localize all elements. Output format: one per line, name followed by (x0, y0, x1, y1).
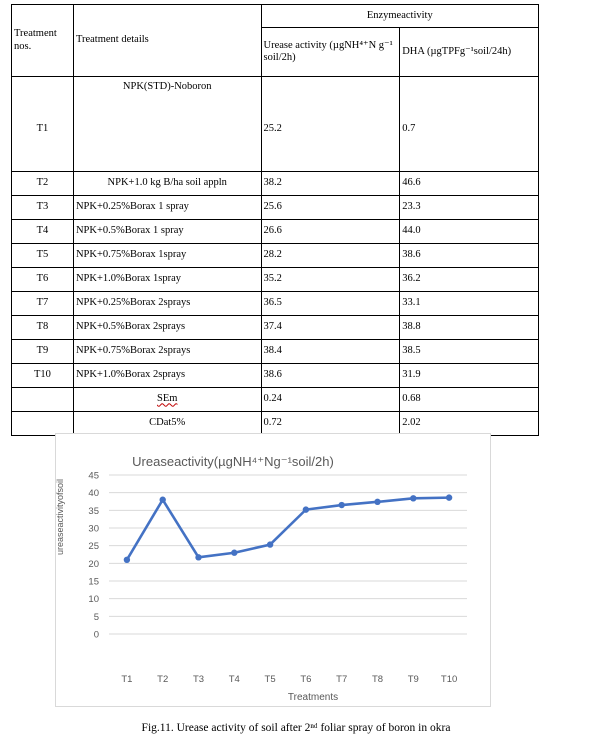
dha-value: 23.3 (400, 196, 539, 220)
urease-value: 37.4 (261, 316, 400, 340)
treatment-detail: NPK(STD)-Noboron (73, 77, 261, 172)
y-tick-label: 25 (88, 541, 99, 553)
sem-urease: 0.24 (261, 388, 400, 412)
data-point (195, 554, 201, 560)
y-tick-label: 15 (88, 576, 99, 588)
x-tick-label: T2 (157, 674, 169, 685)
sem-empty-cell (12, 388, 74, 412)
urease-value: 25.6 (261, 196, 400, 220)
header-enzyme-activity: Enzymeactivity (261, 5, 538, 28)
data-point (303, 506, 309, 512)
dha-value: 0.7 (400, 77, 539, 172)
urease-value: 28.2 (261, 244, 400, 268)
dha-value: 33.1 (400, 292, 539, 316)
data-point (339, 502, 345, 508)
y-tick-label: 0 (93, 629, 99, 641)
x-tick-label: T1 (121, 674, 133, 685)
dha-value: 44.0 (400, 220, 539, 244)
chart-border (56, 434, 491, 707)
cd-label: CDat5% (73, 412, 261, 436)
table-row (12, 77, 539, 172)
treatment-detail: NPK+0.25%Borax 1 spray (73, 196, 261, 220)
y-axis-label: ureaseactivityofsoil (55, 478, 65, 556)
urease-value: 38.4 (261, 340, 400, 364)
treatment-detail: NPK+0.75%Borax 2sprays (73, 340, 261, 364)
data-point (160, 497, 166, 503)
urease-value: 38.6 (261, 364, 400, 388)
urease-value: 38.2 (261, 172, 400, 196)
table-row (12, 340, 539, 364)
cd-dha: 2.02 (400, 412, 539, 436)
treatment-detail: NPK+0.5%Borax 2sprays (73, 316, 261, 340)
treatment-no: T2 (12, 172, 74, 196)
sem-label-text: SEm (157, 393, 178, 405)
cd-urease: 0.72 (261, 412, 400, 436)
dha-value: 46.6 (400, 172, 539, 196)
data-point (374, 499, 380, 505)
urease-value: 35.2 (261, 268, 400, 292)
x-tick-label: T9 (407, 674, 419, 685)
y-tick-label: 5 (93, 611, 99, 623)
treatment-no: T5 (12, 244, 74, 268)
treatment-detail: NPK+1.0%Borax 1spray (73, 268, 261, 292)
y-tick-label: 30 (88, 523, 99, 535)
treatment-no: T9 (12, 340, 74, 364)
data-point (446, 494, 452, 500)
table-row (12, 268, 539, 292)
header-dha: DHA (µgTPFg⁻¹soil/24h) (400, 28, 539, 77)
treatment-no: T10 (12, 364, 74, 388)
dha-value: 31.9 (400, 364, 539, 388)
sem-label (73, 388, 261, 412)
x-tick-label: T8 (371, 674, 384, 685)
cd-empty-cell (12, 412, 74, 436)
table-row (12, 244, 539, 268)
treatment-no: T6 (12, 268, 74, 292)
y-tick-label: 10 (88, 594, 99, 606)
treatment-no: T3 (12, 196, 74, 220)
y-tick-label: 40 (88, 488, 99, 500)
table-row (12, 364, 539, 388)
treatment-detail: NPK+0.25%Borax 2sprays (73, 292, 261, 316)
table-row (12, 172, 539, 196)
x-tick-label: T3 (192, 674, 205, 685)
x-tick-label: T5 (264, 674, 276, 685)
treatment-no: T7 (12, 292, 74, 316)
x-tick-label: T6 (300, 674, 312, 685)
data-point (267, 541, 273, 547)
header-urease: Urease activity (µgNH⁴⁺N g⁻¹ soil/2h) (261, 28, 400, 77)
sem-dha: 0.68 (400, 388, 539, 412)
treatment-no: T4 (12, 220, 74, 244)
chart-title: Ureaseactivity(µgNH⁴⁺Ng⁻¹soil/2h) (132, 454, 334, 469)
urease-value: 26.6 (261, 220, 400, 244)
x-tick-label: T4 (228, 674, 240, 685)
data-point (410, 495, 416, 501)
sem-row (12, 388, 539, 412)
treatment-no: T1 (12, 77, 74, 172)
enzyme-activity-table (11, 4, 539, 436)
figure-caption: Fig.11. Urease activity of soil after 2ⁿᵈ foliar spray of boron in okra (141, 722, 451, 734)
data-point (231, 550, 237, 556)
data-point (124, 557, 130, 563)
x-tick-label: T7 (336, 674, 348, 685)
table-row (12, 292, 539, 316)
y-tick-label: 20 (88, 558, 99, 570)
urease-value: 25.2 (261, 77, 400, 172)
dha-value: 38.6 (400, 244, 539, 268)
treatment-detail: NPK+1.0 kg B/ha soil appln (73, 172, 261, 196)
table-row (12, 220, 539, 244)
treatment-detail: NPK+1.0%Borax 2sprays (73, 364, 261, 388)
y-tick-label: 45 (88, 470, 99, 482)
urease-line-chart (55, 433, 491, 707)
cd-row (12, 412, 539, 436)
header-treatment-nos: Treatment nos. (12, 5, 74, 77)
table-row (12, 196, 539, 220)
x-axis-label: Treatments (287, 692, 339, 703)
dha-value: 38.8 (400, 316, 539, 340)
treatment-detail: NPK+0.5%Borax 1 spray (73, 220, 261, 244)
dha-value: 38.5 (400, 340, 539, 364)
header-treatment-details: Treatment details (73, 5, 261, 77)
treatment-detail: NPK+0.75%Borax 1spray (73, 244, 261, 268)
table-row (12, 316, 539, 340)
y-tick-label: 35 (88, 505, 99, 517)
dha-value: 36.2 (400, 268, 539, 292)
urease-chart (55, 433, 491, 707)
urease-value: 36.5 (261, 292, 400, 316)
treatment-no: T8 (12, 316, 74, 340)
x-tick-label: T10 (440, 674, 458, 685)
